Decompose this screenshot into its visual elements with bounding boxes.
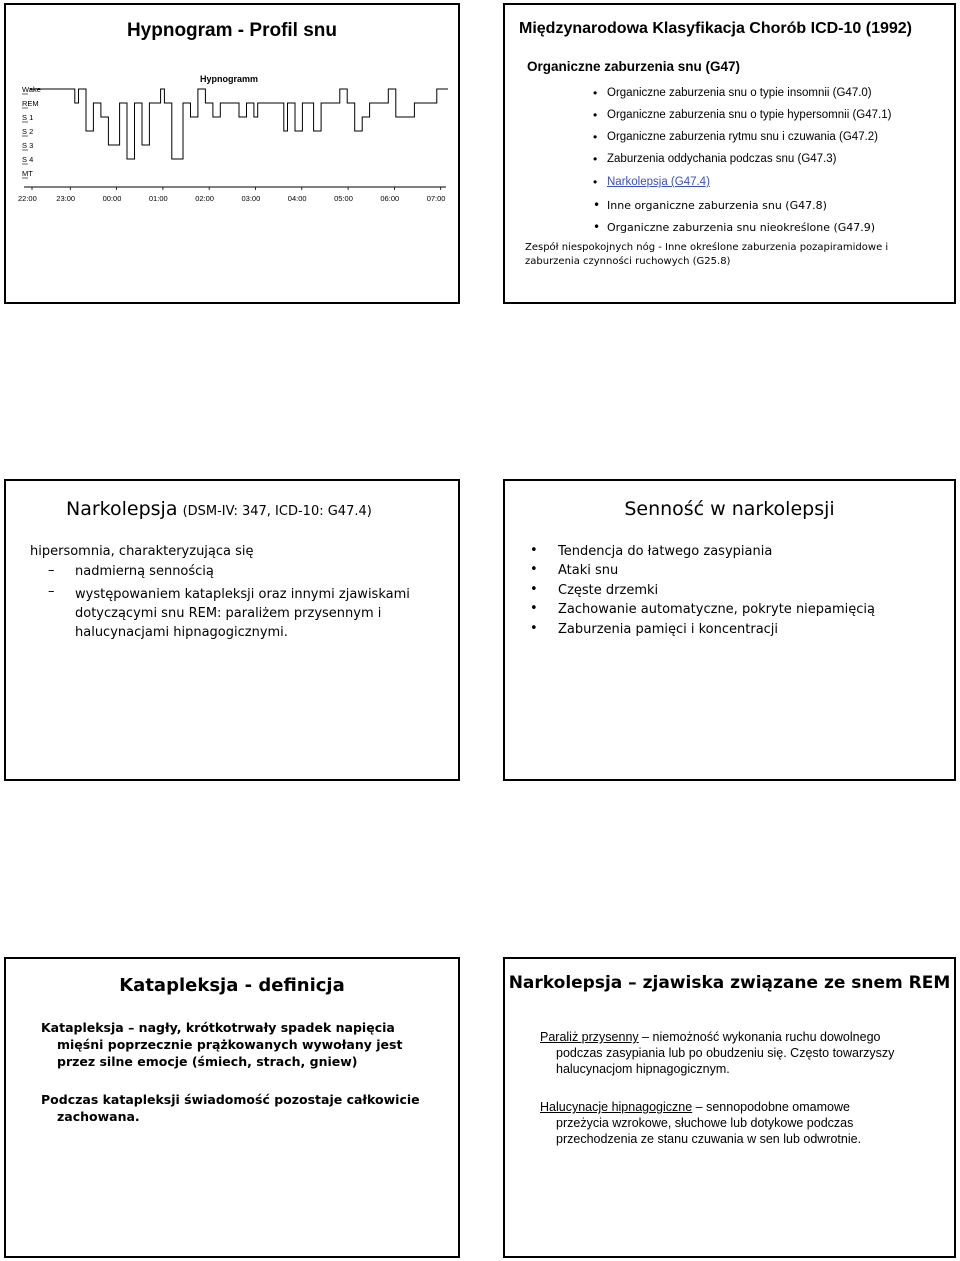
hypnogram-chart [8,69,456,219]
title-main: Narkolepsja [66,498,178,520]
hypnogram-line [30,89,448,159]
narkolepsja-link[interactable]: Narkolepsja (G47.4) [607,176,710,188]
slide-title: Narkolepsja – zjawiska związane ze snem REM [508,973,951,993]
y-tick-label: S 3 [22,141,34,150]
slide-title: Senność w narkolepsji [624,498,835,520]
y-tick-label: S 4 [22,155,34,164]
term-link[interactable]: Halucynacje hipnagogiczne [540,1100,693,1114]
section-heading: Organiczne zaburzenia snu (G47) [527,59,741,74]
dash-item: nadmierną sennością [75,564,214,579]
slide-icd10 [503,3,956,304]
x-tick-label: 03:00 [241,194,261,203]
footnote-line: Zespół niespokojnych nóg - Inne określone zaburzenia pozapiramidowe i [525,242,889,253]
x-tick-label: 22:00 [18,194,37,203]
x-tick-label: 23:00 [56,194,76,203]
y-tick-label: MT [22,169,33,178]
list-item-narkolepsja-link[interactable] [607,176,710,188]
y-tick-label: S 2 [22,127,34,136]
list-item: • Inne organiczne zaburzenia snu (G47.8) [607,199,827,212]
list-item: • Organiczne zaburzenia snu o typie hypersomnii (G47.1) [607,109,891,121]
definition-line: przechodzenia ze stanu czuwania w sen lub odwrotnie. [556,1132,862,1146]
chart-title: Hypnogramm [200,74,259,84]
slide-rem-phenomena [503,957,956,1258]
y-tick-label: S 1 [22,113,34,122]
list-item: • Tendencja do łatwego zasypiania [558,544,772,559]
y-tick-label: REM [22,99,39,108]
x-tick-label: 07:00 [426,194,446,203]
footnote-line: zaburzenia czynności ruchowych (G25.8) [525,256,731,267]
lead-text: hipersomnia, charakteryzująca się [30,544,254,559]
paragraph-line: mięśni poprzecznie prążkowanych wywołany jest [57,1037,403,1052]
x-tick-label: 01:00 [148,194,168,203]
slide-katapleksja [4,957,460,1258]
x-tick-label: 00:00 [102,194,122,203]
definition-line: przeżycia wzrokowe, słuchowe lub dotykowe podczas [556,1116,854,1130]
x-tick-label: 04:00 [287,194,307,203]
slide-title [66,498,372,520]
slide-title: Katapleksja - definicja [119,975,345,996]
definition-text: – niemożność wykonania ruchu dowolnego [638,1030,881,1044]
definition-paralysis [540,1029,894,1077]
definition-text: – sennopodobne omamowe [692,1100,850,1114]
paragraph-line: przez silne emocje (śmiech, strach, gniew) [57,1054,358,1069]
definition-line: halucynacjom hipnagogicznym. [556,1062,730,1076]
x-tick-label: 02:00 [195,194,214,203]
list-item: • Organiczne zaburzenia rytmu snu i czuwania (G47.2) [607,131,878,143]
dash-marker: – [48,563,55,578]
y-tick-label: Wake [22,85,41,94]
slide-sennosc [503,479,956,781]
x-tick-label: 06:00 [380,194,400,203]
definition-paragraph [41,1019,402,1070]
slide-title: Międzynarodowa Klasyfikacja Chorób ICD-10 (1992) [519,20,912,37]
awareness-paragraph [41,1091,420,1125]
list-item: • Organiczne zaburzenia snu o typie insomnii (G47.0) [607,87,872,99]
dash-marker: – [48,584,55,599]
dash-item-line: dotyczącymi snu REM: paraliżem przysennym i [75,606,382,621]
list-item: • Zaburzenia pamięci i koncentracji [558,622,778,637]
dash-item-line: występowaniem katapleksji oraz innymi zjawiskami [75,587,410,602]
dash-item-line: halucynacjami hipnagogicznymi. [75,625,288,640]
list-item: • Ataki snu [558,563,618,578]
definition-line: podczas zasypiania lub po obudzeniu się. Często towarzyszy [556,1046,895,1060]
list-item: • Częste drzemki [558,583,658,598]
paragraph-line: Podczas katapleksji świadomość pozostaje całkowicie [41,1092,420,1107]
term-link[interactable]: Paraliż przysenny [540,1030,639,1044]
x-tick-label: 05:00 [334,194,353,203]
footnote [525,241,888,269]
list-item: • Zachowanie automatyczne, pokryte niepamięcią [558,602,875,617]
slide-hypnogram [4,3,460,304]
definition-hallucinations [540,1099,861,1147]
paragraph-line: Katapleksja – nagły, krótkotrwały spadek napięcia [41,1020,395,1035]
dash-item [75,585,410,642]
slide-title: Hypnogram - Profil snu [126,20,338,41]
slide-narkolepsja [4,479,460,781]
list-item: • Organiczne zaburzenia snu nieokreślone (G47.9) [607,221,875,234]
list-item: • Zaburzenia oddychania podczas snu (G47.3) [607,153,837,165]
title-sub: (DSM-IV: 347, ICD-10: G47.4) [182,504,372,519]
paragraph-line: zachowana. [57,1109,140,1124]
